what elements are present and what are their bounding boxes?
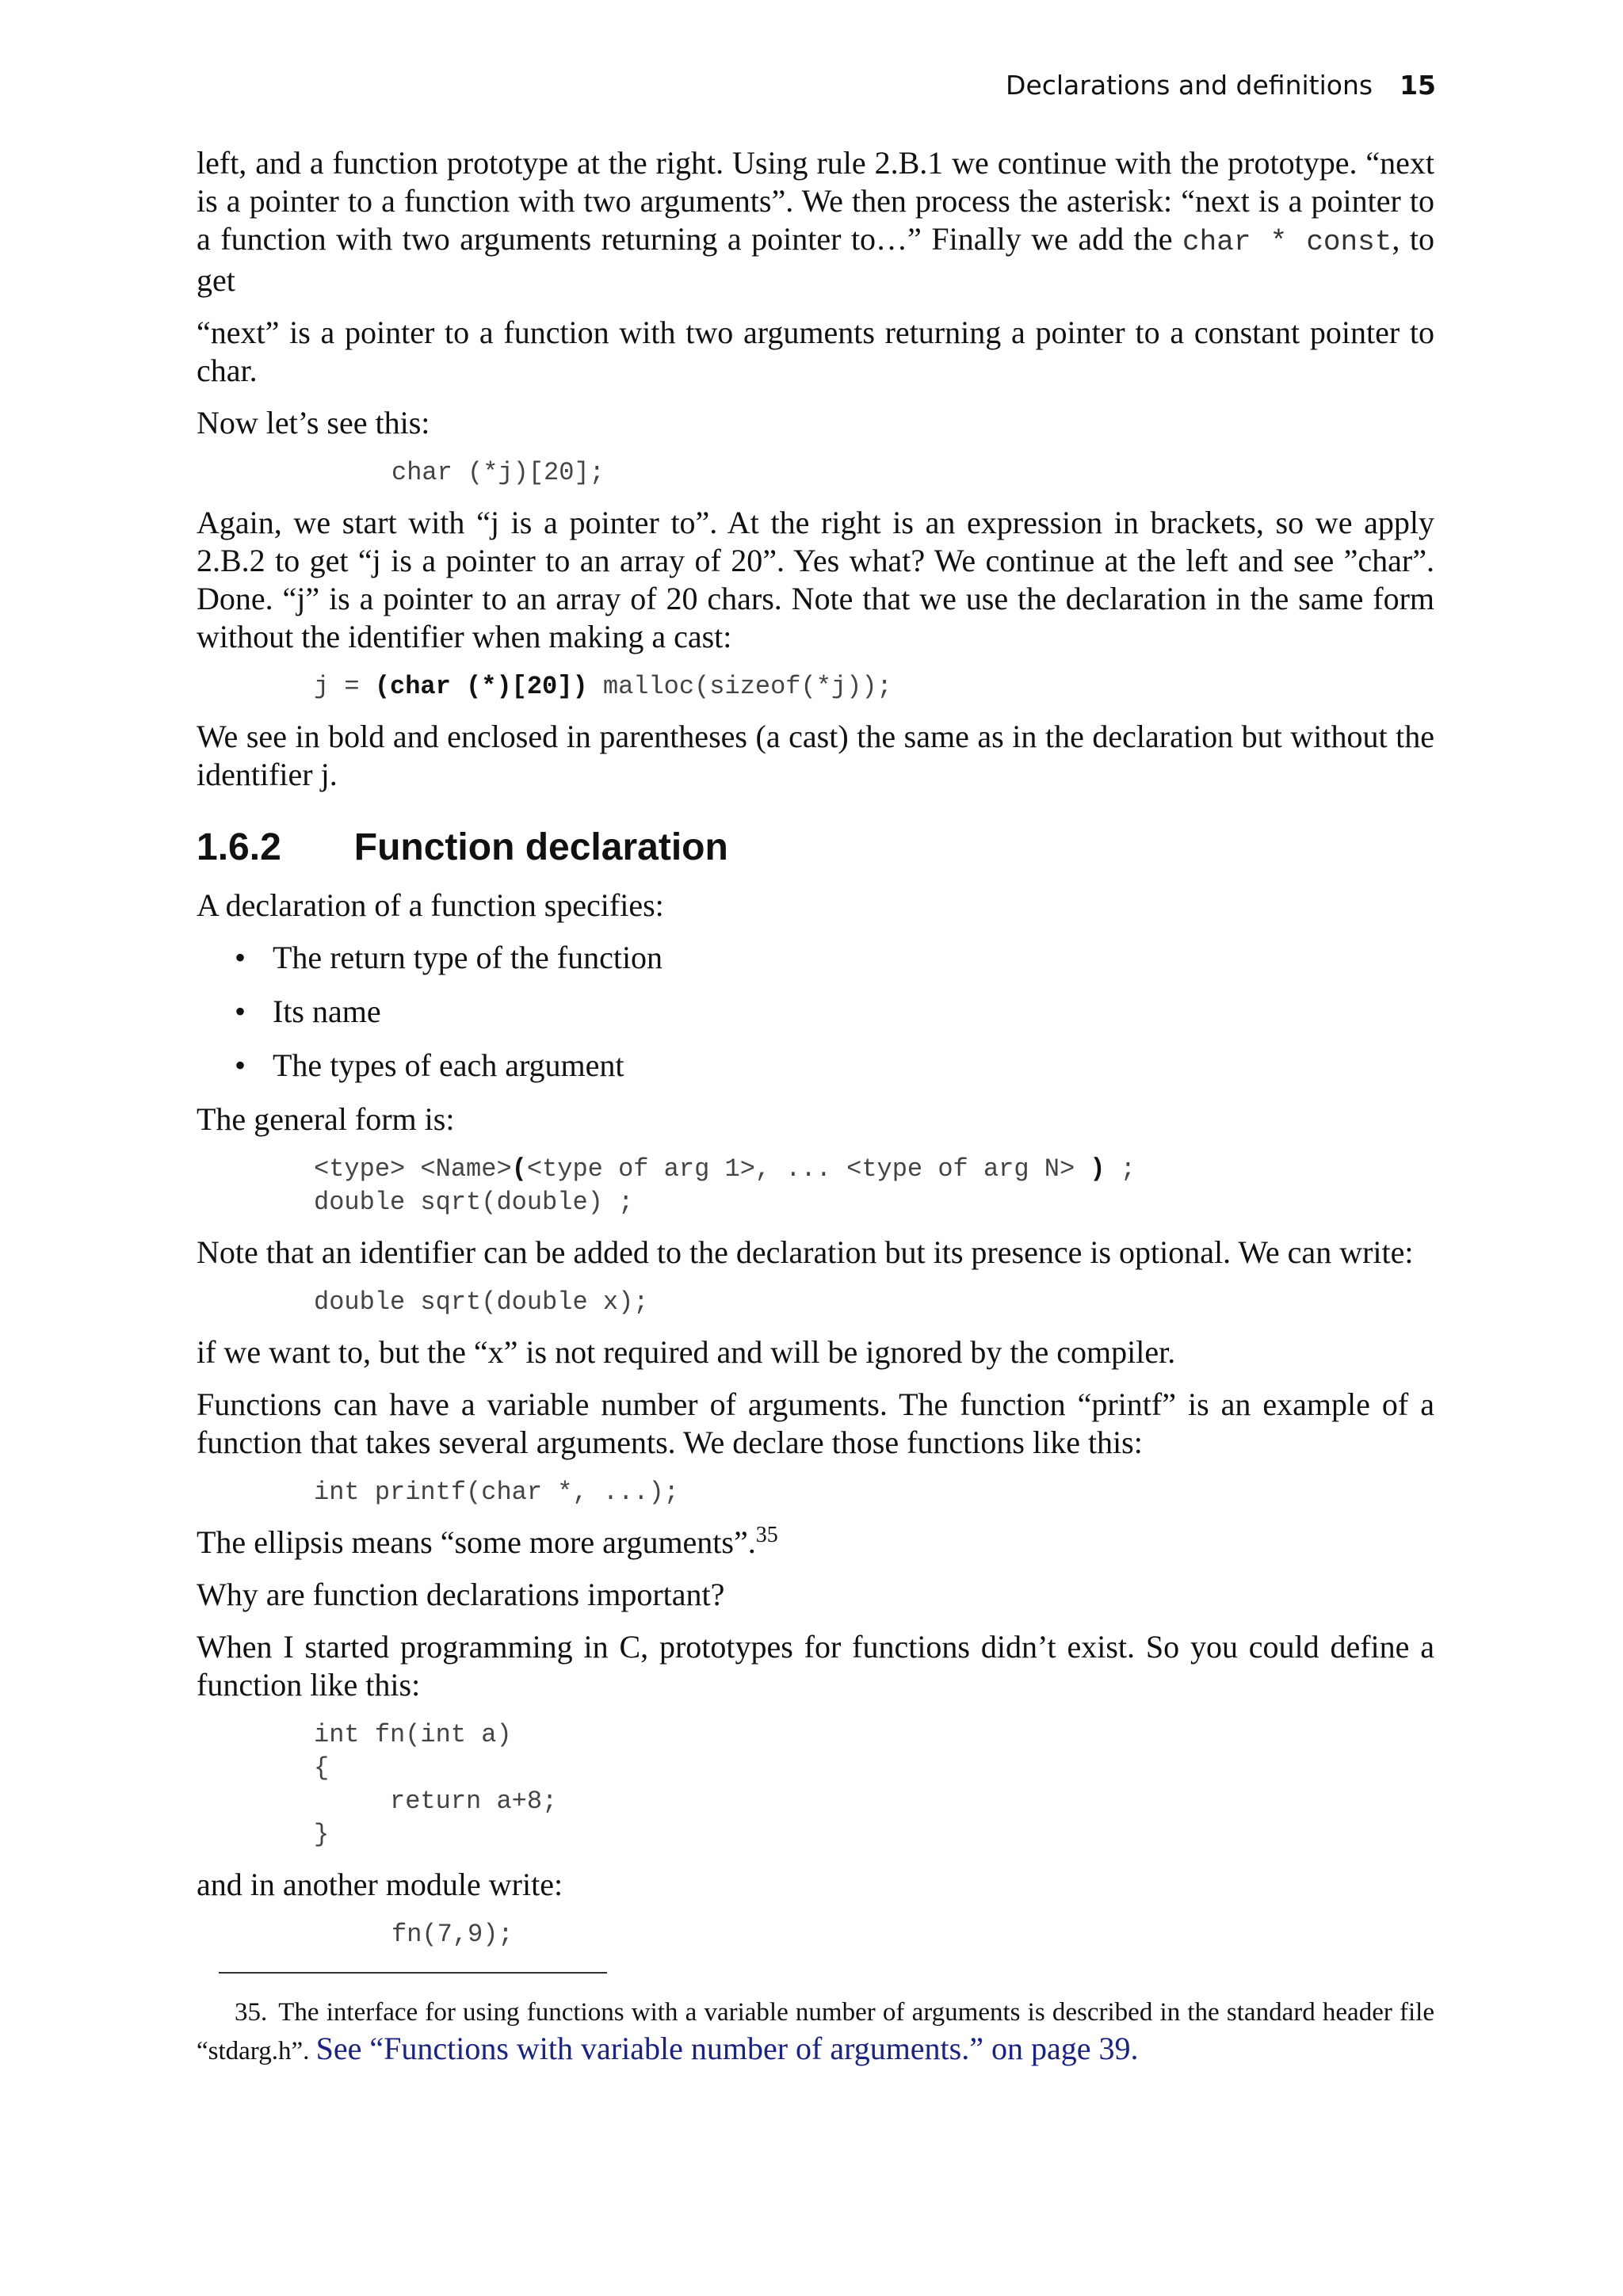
code-text: double sqrt(double) ;	[314, 1188, 634, 1217]
paragraph: A declaration of a function specifies:	[197, 887, 664, 923]
bullet-icon: •	[235, 940, 246, 975]
code-line: }	[314, 1820, 330, 1849]
inline-code: char * const	[1182, 226, 1392, 258]
code-bold: (	[511, 1154, 527, 1184]
section-title: Function declaration	[353, 826, 728, 868]
code-bold: (char (*)[20])	[374, 672, 588, 701]
footnote	[197, 1994, 1434, 2069]
paragraph: “next” is a pointer to a function with two arguments returning a pointer to a constant pointer to char.	[197, 315, 1434, 388]
bullet-list	[197, 939, 1434, 1085]
code-block	[197, 670, 1434, 704]
paragraph: When I started programming in C, prototypes for functions didn’t exist. So you could define a function like this:	[197, 1629, 1434, 1703]
code-bold: )	[1090, 1154, 1106, 1184]
footnote-text: The interface for using functions with a variable number of arguments is described in the standard header file “stdarg.h”.	[197, 1998, 1434, 2065]
list-item-text: The return type of the function	[273, 940, 663, 975]
code-block	[197, 1153, 1434, 1219]
bullet-icon: •	[235, 1047, 246, 1083]
list-item	[235, 993, 1434, 1031]
paragraph: and in another module write:	[197, 1867, 563, 1902]
code-block: double sqrt(double x);	[314, 1287, 649, 1317]
paragraph: Now let’s see this:	[197, 405, 430, 441]
code-line: {	[314, 1753, 330, 1783]
footnote-number: 35.	[235, 1998, 268, 2027]
page-body	[197, 144, 1434, 2069]
list-item-text: The types of each argument	[273, 1047, 624, 1083]
code-block: int printf(char *, ...);	[314, 1478, 679, 1507]
footnote-marker[interactable]: 35	[755, 1523, 778, 1547]
paragraph	[197, 1524, 1434, 1562]
footnote-divider	[219, 1972, 607, 1974]
list-item	[235, 1047, 1434, 1085]
code-text: <type of arg 1>, ... <type of arg N>	[526, 1154, 1090, 1184]
paragraph: Functions can have a variable number of arguments. The function “printf” is an example of a function that takes several arguments. We declare those functions like this:	[197, 1386, 1434, 1460]
paragraph: Why are function declarations important?	[197, 1577, 725, 1612]
code-block: fn(7,9);	[391, 1920, 514, 1949]
code-block	[197, 1718, 1434, 1852]
paragraph-text: left, and a function prototype at the right. Using rule 2.B.1 we continue with the prototype. “next is a pointer to a function with two arguments”. We then process the asterisk: “next is a pointer to a function with two arguments returning a pointer to…” Finally we add the	[197, 145, 1434, 257]
page-number: 15	[1400, 70, 1436, 101]
running-header	[1006, 70, 1436, 101]
section-heading	[197, 826, 1434, 869]
code-text: ;	[1105, 1154, 1136, 1184]
code-block: char (*j)[20];	[391, 458, 605, 487]
code-text: <type> <Name>	[314, 1154, 512, 1184]
code-text: malloc(sizeof(*j));	[587, 672, 892, 701]
code-line: return a+8;	[314, 1787, 558, 1816]
paragraph: The general form is:	[197, 1101, 455, 1137]
paragraph	[197, 144, 1434, 299]
cross-reference-link[interactable]: See “Functions with variable number of arguments.” on page 39.	[315, 2031, 1139, 2066]
list-item	[235, 939, 1434, 977]
code-text: j =	[314, 672, 375, 701]
paragraph: if we want to, but the “x” is not required and will be ignored by the compiler.	[197, 1334, 1176, 1370]
paragraph-text: , to get	[197, 221, 1434, 298]
section-number: 1.6.2	[197, 826, 281, 868]
paragraph-text: The ellipsis means “some more arguments”.	[197, 1524, 756, 1560]
bullet-icon: •	[235, 994, 246, 1029]
code-line: int fn(int a)	[314, 1720, 512, 1749]
paragraph: We see in bold and enclosed in parentheses (a cast) the same as in the declaration but without the identifier j.	[197, 719, 1434, 792]
header-title: Declarations and definitions	[1006, 70, 1373, 101]
paragraph: Again, we start with “j is a pointer to”. At the right is an expression in brackets, so we apply 2.B.2 to get “j is a pointer to an array of 20”. Yes what? We continue at the left and see ”char”. Done. “j” is a pointer to an array of 20 chars. Note that we use the declaration in the same form without the identifier when making a cast:	[197, 505, 1434, 654]
list-item-text: Its name	[273, 994, 381, 1029]
paragraph: Note that an identifier can be added to the declaration but its presence is optional. We can write:	[197, 1234, 1414, 1270]
